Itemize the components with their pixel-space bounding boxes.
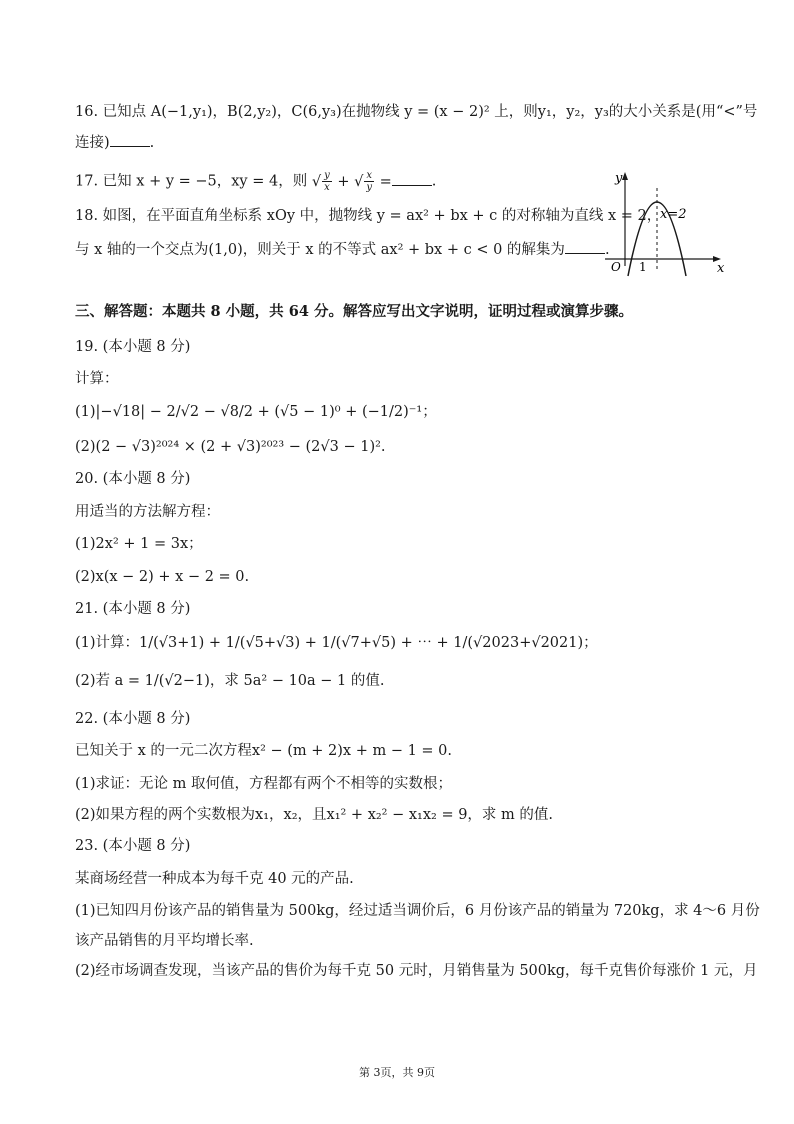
q16-line2-suffix: . bbox=[149, 135, 155, 151]
q16-line1: 16. 已知点 A(−1,y₁)，B(2,y₂)，C(6,y₃)在抛物线 y = (x − 2)² 上，则y₁，y₂，y₃的大小关系是(用“<”号 bbox=[75, 104, 758, 120]
q20-part2: (2)x(x − 2) + x − 2 = 0. bbox=[75, 569, 250, 585]
q21-part1: (1)计算：1/(√3+1) + 1/(√5+√3) + 1/(√7+√5) + ⋯ + 1/(√2023+√2021)； bbox=[75, 635, 598, 651]
q19-intro: 计算： bbox=[75, 371, 119, 387]
q22-part2: (2)如果方程的两个实数根为x₁，x₂，且x₁² + x₂² − x₁x₂ = 9，求 m 的值. bbox=[75, 807, 554, 823]
q18-line1: 18. 如图，在平面直角坐标系 xOy 中，抛物线 y = ax² + bx + c 的对称轴为直线 x = 2， bbox=[75, 208, 662, 224]
q17-suffix: . bbox=[431, 173, 437, 190]
q16-line2-prefix: 连接) bbox=[75, 135, 110, 151]
y-label: y bbox=[615, 171, 623, 186]
q17-frac-y-over-x: $\frac{y}{x}$ bbox=[324, 170, 330, 193]
q19-header: 19. (本小题 8 分) bbox=[75, 339, 191, 355]
q22-part1: (1)求证：无论 m 取何值，方程都有两个不相等的实数根； bbox=[75, 776, 453, 792]
q18-line2-suffix: . bbox=[604, 242, 610, 258]
q21-header: 21. (本小题 8 分) bbox=[75, 601, 191, 617]
q17-prefix: 17. 已知 x + y = −5，xy = 4，则 bbox=[75, 173, 308, 190]
q23-intro: 某商场经营一种成本为每千克 40 元的产品. bbox=[75, 871, 354, 887]
q23-part2: (2)经市场调查发现，当该产品的售价为每千克 50 元时，月销售量为 500kg，每千克售价每涨价 1 元，月 bbox=[75, 963, 758, 979]
page-footer: 第 3页，共 9页 bbox=[359, 1066, 435, 1079]
q17-line bbox=[75, 170, 436, 193]
q20-header: 20. (本小题 8 分) bbox=[75, 471, 191, 487]
parabola-figure bbox=[605, 168, 730, 278]
q18-line2-prefix: 与 x 轴的一个交点为(1,0)，则关于 x 的不等式 ax² + bx + c < 0 的解集为 bbox=[75, 242, 565, 258]
q17-answer-blank[interactable] bbox=[392, 173, 432, 186]
origin-label: O bbox=[611, 260, 621, 274]
tick-label-1: 1 bbox=[639, 260, 647, 274]
section3-heading: 三、解答题：本题共 8 小题，共 64 分。解答应写出文字说明，证明过程或演算步骤。 bbox=[75, 303, 633, 320]
q23-part1-line1: (1)已知四月份该产品的销售量为 500kg，经过适当调价后，6 月份该产品的销量为 720kg，求 4～6 月份 bbox=[75, 903, 760, 919]
q19-part2: (2)(2 − √3)²⁰²⁴ × (2 + √3)²⁰²³ − (2√3 − 1)². bbox=[75, 439, 386, 455]
q19-part1: (1)|−√18| − 2/√2 − √8/2 + (√5 − 1)⁰ + (−1/2)⁻¹； bbox=[75, 404, 437, 420]
q18-line2 bbox=[75, 241, 610, 259]
symmetry-label: x=2 bbox=[660, 207, 687, 222]
q20-intro: 用适当的方法解方程： bbox=[75, 504, 220, 520]
q22-intro: 已知关于 x 的一元二次方程x² − (m + 2)x + m − 1 = 0. bbox=[75, 743, 452, 759]
q16-line2 bbox=[75, 134, 154, 152]
y-axis-arrow bbox=[622, 172, 628, 180]
q18-answer-blank[interactable] bbox=[565, 241, 605, 254]
q23-header: 23. (本小题 8 分) bbox=[75, 838, 191, 854]
q22-header: 22. (本小题 8 分) bbox=[75, 711, 191, 727]
x-label: x bbox=[717, 261, 725, 276]
q16-answer-blank[interactable] bbox=[110, 134, 150, 147]
q17-expression: √ $\frac{y}{x}$ + √ $\frac{x}{y}$ = bbox=[311, 170, 392, 193]
q23-part1-line2: 该产品销售的月平均增长率. bbox=[75, 933, 254, 949]
q20-part1: (1)2x² + 1 = 3x； bbox=[75, 536, 203, 552]
q17-frac-x-over-y: $\frac{x}{y}$ bbox=[366, 170, 373, 193]
q21-part2: (2)若 a = 1/(√2−1)，求 5a² − 10a − 1 的值. bbox=[75, 673, 385, 689]
